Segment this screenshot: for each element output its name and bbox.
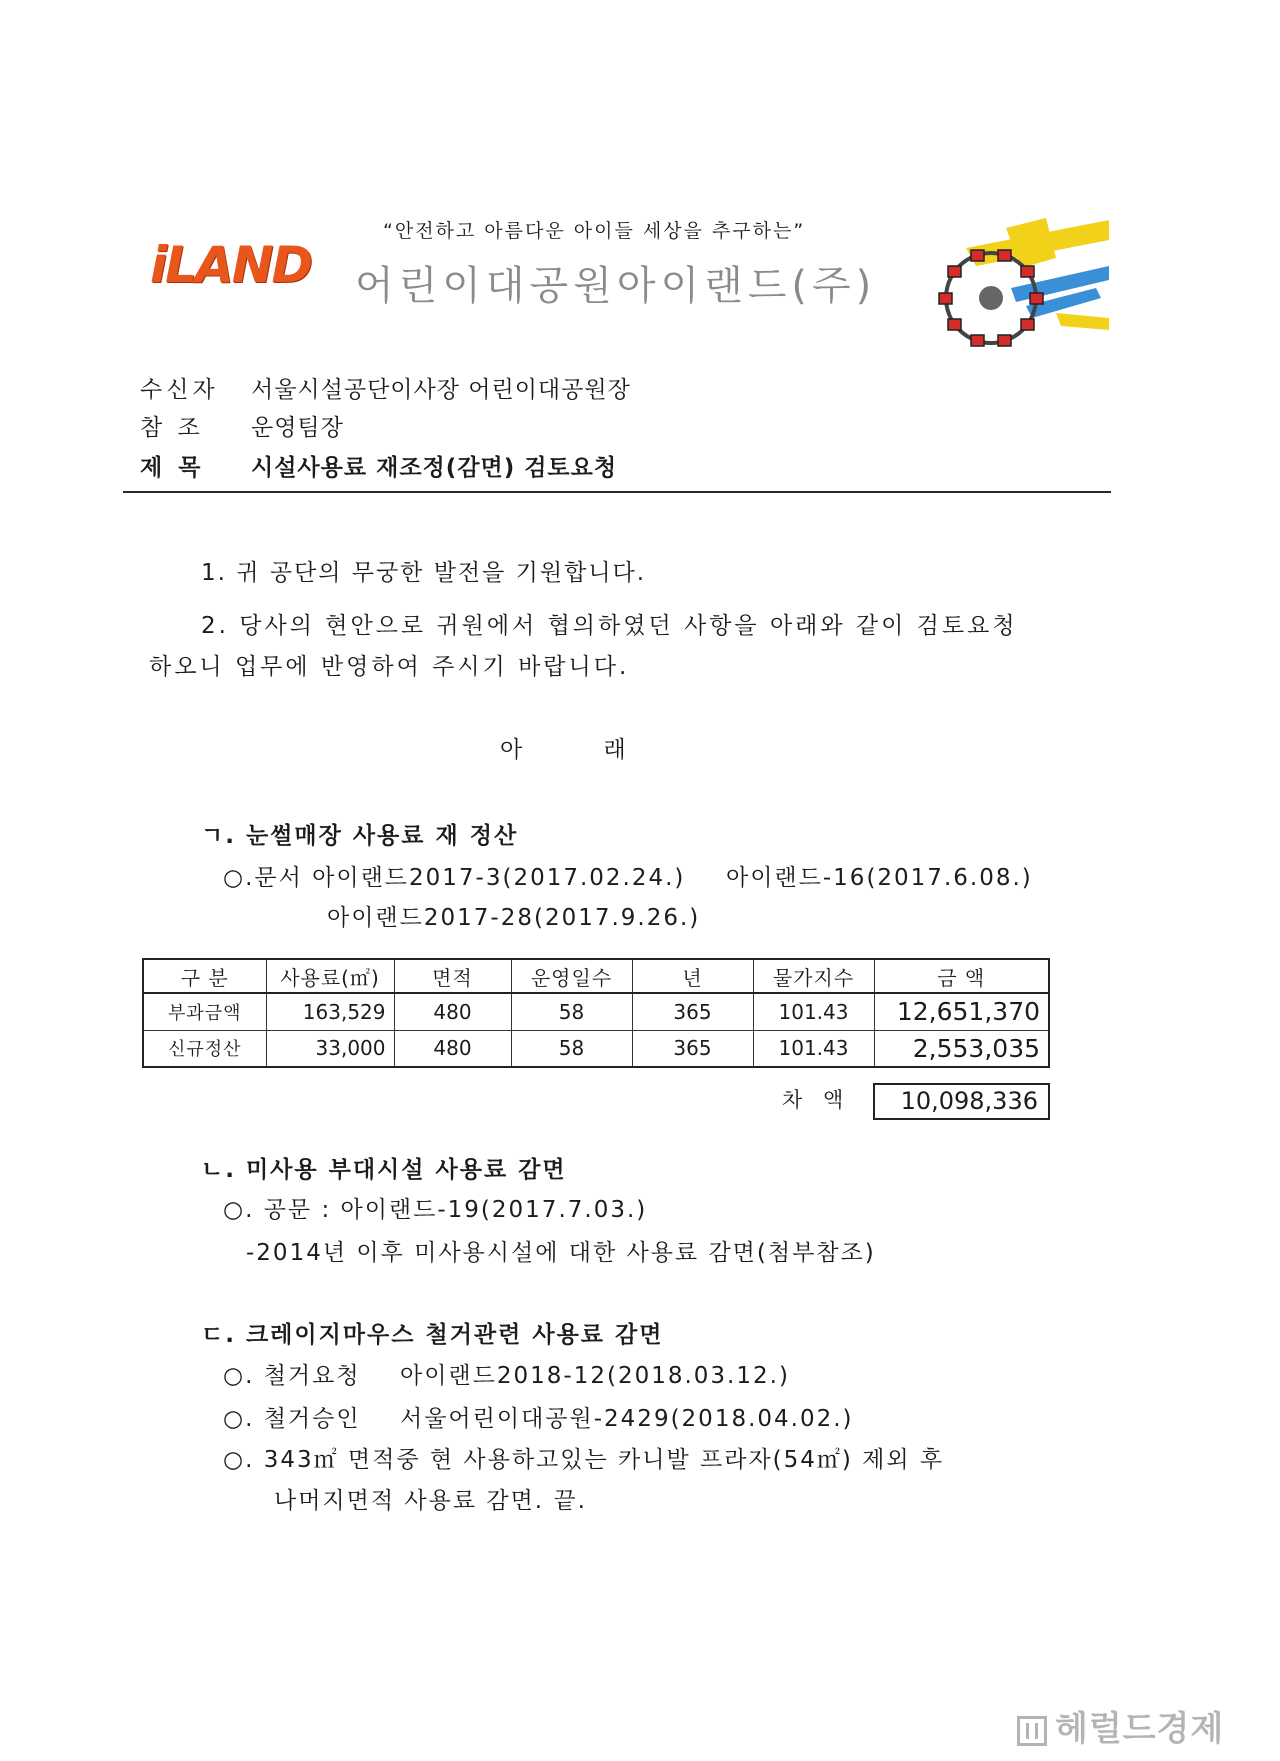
table-cell: 58	[511, 1030, 632, 1067]
section-a-doc-line-2: 아이랜드2017-28(2017.9.26.)	[327, 905, 701, 931]
ride-yellow-arm	[1056, 313, 1109, 330]
section-c-line-4: 나머지면적 사용료 감면. 끝.	[274, 1488, 587, 1514]
section-c-line-1-label: ○. 철거요청	[223, 1363, 361, 1389]
table-cell: 12,651,370	[874, 993, 1049, 1030]
table-header-cell: 물가지수	[753, 959, 874, 993]
section-b-title: ㄴ. 미사용 부대시설 사용료 감면	[201, 1157, 567, 1183]
section-a-title: ㄱ. 눈썰매장 사용료 재 정산	[201, 823, 519, 849]
recipient-label: 수신자	[140, 377, 219, 403]
section-c-line-2-label: ○. 철거승인	[223, 1406, 361, 1432]
section-c-line-1-ref: 아이랜드2018-12(2018.03.12.)	[400, 1363, 790, 1389]
below-heading: 아 래	[500, 737, 628, 763]
section-a-doc-line-1: ○.문서 아이랜드2017-3(2017.02.24.)	[223, 865, 686, 891]
table-cell: 101.43	[753, 1030, 874, 1067]
section-b-line-1: ○. 공문 : 아이랜드-19(2017.7.03.)	[223, 1197, 648, 1223]
table-cell: 480	[394, 993, 511, 1030]
watermark-text: 헤럴드경제	[1055, 1709, 1225, 1749]
difference-box	[873, 1083, 1050, 1120]
table-header-row	[143, 959, 1049, 993]
table-header-cell: 운영일수	[511, 959, 632, 993]
watermark	[1017, 1709, 1225, 1749]
table-cell: 신규정산	[143, 1030, 266, 1067]
table-header-cell: 구 분	[143, 959, 266, 993]
table-cell: 365	[632, 993, 753, 1030]
section-a-doc-line-1-ref: 아이랜드-16(2017.6.08.)	[726, 865, 1033, 891]
table-cell: 163,529	[266, 993, 394, 1030]
iland-logo: iLAND	[150, 236, 312, 294]
slogan: “안전하고 아름다운 아이들 세상을 추구하는”	[383, 220, 806, 242]
section-b-line-2: -2014년 이후 미사용시설에 대한 사용료 감면(첨부참조)	[246, 1240, 876, 1266]
ride-photo	[936, 218, 1109, 357]
paragraph-2-line-1: 2. 당사의 현안으로 귀원에서 협의하였던 사항을 아래와 같이 검토요청	[201, 613, 1018, 639]
reference-label: 참 조	[140, 415, 204, 441]
paragraph-2-line-2: 하오니 업무에 반영하여 주시기 바랍니다.	[149, 654, 630, 680]
table-header-cell: 면적	[394, 959, 511, 993]
table-cell: 부과금액	[143, 993, 266, 1030]
recipient-value: 서울시설공단이사장 어린이대공원장	[251, 377, 631, 403]
table-cell: 2,553,035	[874, 1030, 1049, 1067]
section-c-title: ㄷ. 크레이지마우스 철거관련 사용료 감면	[201, 1322, 664, 1348]
table-row	[143, 993, 1049, 1030]
table-cell: 365	[632, 1030, 753, 1067]
ride-hub	[979, 286, 1003, 310]
header-divider	[123, 491, 1111, 493]
section-c-line-2-ref: 서울어린이대공원-2429(2018.04.02.)	[400, 1406, 854, 1432]
fee-table	[142, 958, 1050, 1068]
difference-label: 차 액	[782, 1088, 844, 1112]
section-c-line-3: ○. 343㎡ 면적중 현 사용하고있는 카니발 프라자(54㎡) 제외 후	[223, 1447, 945, 1473]
subject-value: 시설사용료 재조정(감면) 검토요청	[251, 455, 618, 481]
subject-label: 제 목	[140, 455, 205, 481]
difference-value: 10,098,336	[900, 1087, 1038, 1115]
table-cell: 33,000	[266, 1030, 394, 1067]
table-row	[143, 1030, 1049, 1067]
table-cell: 480	[394, 1030, 511, 1067]
table-header-cell: 사용료(㎡)	[266, 959, 394, 993]
table-header-cell: 년	[632, 959, 753, 993]
table-header-cell: 금 액	[874, 959, 1049, 993]
table-cell: 101.43	[753, 993, 874, 1030]
paragraph-1: 1. 귀 공단의 무궁한 발전을 기원합니다.	[201, 560, 647, 586]
table-cell: 58	[511, 993, 632, 1030]
reference-value: 운영팀장	[251, 415, 344, 441]
company-name: 어린이대공원아이랜드(주)	[355, 263, 877, 309]
herald-logo-icon	[1017, 1716, 1047, 1746]
